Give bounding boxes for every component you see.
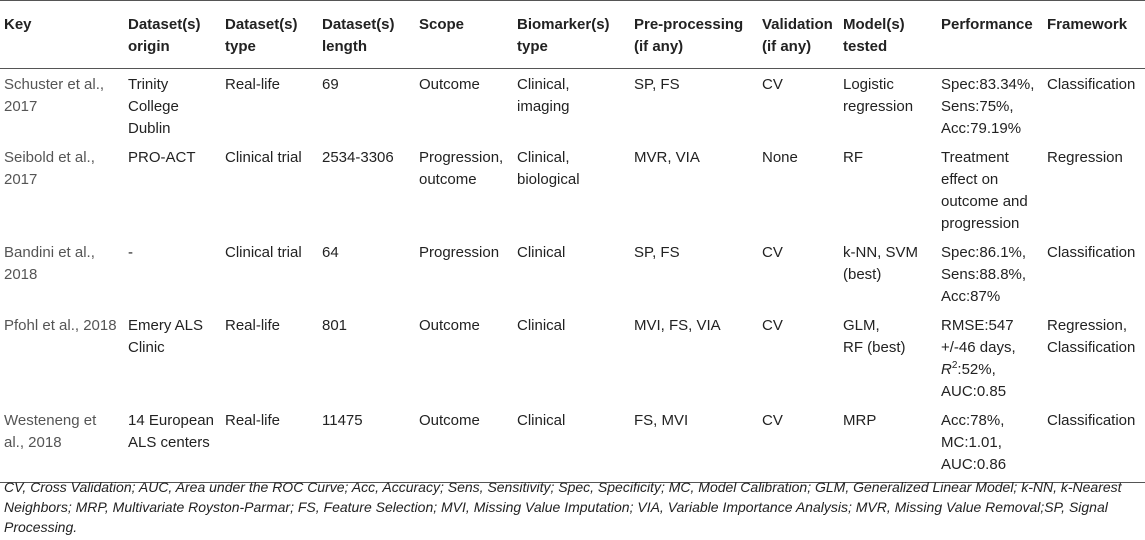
cell-performance xyxy=(937,310,1043,405)
cell-origin: 14 European ALS centers xyxy=(124,405,221,483)
cell-type: Clinical trial xyxy=(225,149,302,166)
cell-performance: Acc:78%, MC:1.01, AUC:0.86 xyxy=(937,405,1043,483)
header-models: Model(s) tested xyxy=(839,1,937,69)
cell-scope: Progression, outcome xyxy=(419,149,504,188)
cell-type: Real-life xyxy=(225,76,281,93)
performance-r2-auc: :52%, AUC:0.85 xyxy=(941,361,1007,400)
cell-origin: Trinity College Dublin xyxy=(128,76,179,137)
cell-biomarker: Clinical xyxy=(517,244,566,261)
cell-validation: CV xyxy=(762,244,783,261)
cell-key: Seibold et al., 2017 xyxy=(4,149,95,188)
table-footnote: CV, Cross Validation; AUC, Area under the ROC Curve; Acc, Accuracy; Sens, Sensitivity; Spec, Specificity; MC, Model Calibration; GLM, Generalized Linear Model; k-NN, k-Nearest Neighbors; MRP, Multivariate Royston-Parmar; FS, Feature Selection; MVI, Missing Value Imputation; VIA, Variable Importance Analysis; MVR, Missing Value Removal;SP, Signal Processing. xyxy=(4,479,1122,535)
cell-type: Clinical trial xyxy=(225,244,302,261)
table-row xyxy=(0,405,1145,483)
cell-preprocessing: SP, FS xyxy=(634,76,680,93)
header-preprocessing: Pre-processing (if any) xyxy=(630,1,758,69)
cell-scope: Progression xyxy=(419,244,500,261)
cell-validation: None xyxy=(762,149,798,166)
cell-biomarker: Clinical, imaging xyxy=(517,76,570,115)
cell-type: Real-life xyxy=(225,317,281,334)
cell-key: Bandini et al., 2018 xyxy=(4,244,95,283)
cell-scope: Outcome xyxy=(419,76,480,93)
cell-key: Pfohl et al., 2018 xyxy=(4,317,117,334)
table-row xyxy=(0,69,1145,143)
cell-framework: Classification xyxy=(1043,405,1145,483)
cell-performance: Spec:86.1%, Sens:88.8%, Acc:87% xyxy=(941,244,1027,305)
cell-preprocessing: FS, MVI xyxy=(630,405,758,483)
cell-framework: Classification xyxy=(1047,76,1136,93)
table-row xyxy=(0,310,1145,405)
header-scope: Scope xyxy=(415,1,513,69)
header-biomarker: Biomarker(s) type xyxy=(513,1,630,69)
header-length: Dataset(s) length xyxy=(318,1,415,69)
cell-length: 2534-3306 xyxy=(322,149,394,166)
cell-models: Logistic regression xyxy=(843,76,914,115)
performance-r-symbol: R xyxy=(941,361,952,378)
cell-models xyxy=(839,310,937,405)
cell-type: Real-life xyxy=(221,405,318,483)
cell-framework: Regression xyxy=(1047,149,1123,166)
cell-origin: - xyxy=(128,244,133,261)
cell-origin: PRO-ACT xyxy=(128,149,196,166)
cell-preprocessing: SP, FS xyxy=(634,244,680,261)
cell-framework xyxy=(1043,310,1145,405)
cell-key: Westeneng et al., 2018 xyxy=(0,405,124,483)
cell-length: 64 xyxy=(322,244,339,261)
table-row xyxy=(0,237,1145,310)
cell-performance: Spec:83.34%, Sens:75%, Acc:79.19% xyxy=(941,76,1035,137)
cell-biomarker: Clinical xyxy=(517,317,566,334)
cell-validation: CV xyxy=(762,317,783,334)
cell-preprocessing: MVR, VIA xyxy=(634,149,700,166)
header-type: Dataset(s) type xyxy=(221,1,318,69)
cell-performance: Treatment effect on outcome and progression xyxy=(941,149,1028,232)
cell-validation: CV xyxy=(762,76,783,93)
cell-models: RF xyxy=(843,149,863,166)
cell-biomarker: Clinical, biological xyxy=(517,149,580,188)
cell-framework: Classification xyxy=(1047,244,1136,261)
models-line-2: RF (best) xyxy=(843,339,906,356)
header-performance: Performance xyxy=(937,1,1043,69)
cell-validation: CV xyxy=(758,405,839,483)
cell-length: 69 xyxy=(322,76,339,93)
performance-superscript: 2 xyxy=(951,360,958,371)
cell-models: k-NN, SVM (best) xyxy=(843,244,918,283)
table-row xyxy=(0,142,1145,237)
cell-biomarker: Clinical xyxy=(513,405,630,483)
framework-line-1: Regression, xyxy=(1047,317,1128,334)
header-row xyxy=(0,1,1145,69)
cell-length: 801 xyxy=(322,317,348,334)
cell-models: MRP xyxy=(839,405,937,483)
cell-origin: Emery ALS Clinic xyxy=(128,317,204,356)
cell-scope: Outcome xyxy=(419,317,480,334)
cell-preprocessing: MVI, FS, VIA xyxy=(634,317,721,334)
framework-line-2: Classification xyxy=(1047,339,1136,356)
header-framework: Framework xyxy=(1043,1,1145,69)
models-line-1: GLM, xyxy=(843,317,880,334)
header-origin: Dataset(s) origin xyxy=(124,1,221,69)
header-validation: Validation (if any) xyxy=(758,1,839,69)
cell-scope: Outcome xyxy=(415,405,513,483)
cell-key: Schuster et al., 2017 xyxy=(4,76,105,115)
cell-length: 11475 xyxy=(318,405,415,483)
performance-rmse: RMSE:547 +/-46 days, xyxy=(941,317,1016,356)
header-key: Key xyxy=(0,1,124,69)
